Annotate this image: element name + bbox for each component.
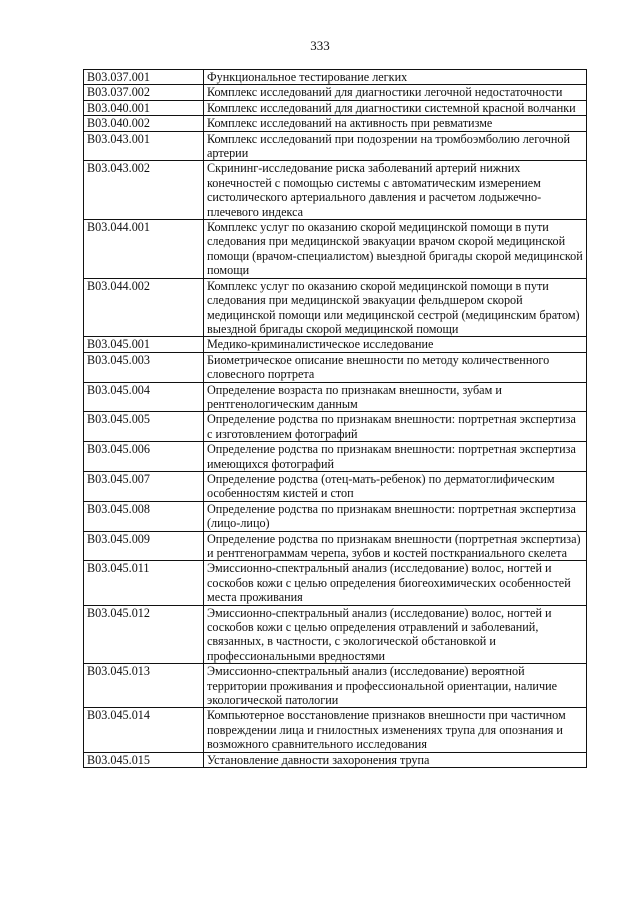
- service-description: Комплекс исследований для диагностики системной красной волчанки: [204, 100, 587, 115]
- service-code: B03.045.011: [84, 561, 204, 605]
- service-codes-body: [84, 70, 587, 768]
- service-code: B03.045.013: [84, 664, 204, 708]
- service-code: B03.045.007: [84, 471, 204, 501]
- service-code: B03.037.002: [84, 85, 204, 100]
- table-row: [84, 752, 587, 767]
- service-description: Определение родства по признакам внешности: портретная экспертиза с изготовлением фотографий: [204, 412, 587, 442]
- table-row: [84, 278, 587, 337]
- table-row: [84, 131, 587, 161]
- service-description: Комплекс исследований при подозрении на тромбоэмболию легочной артерии: [204, 131, 587, 161]
- service-code: B03.044.002: [84, 278, 204, 337]
- service-code: B03.040.002: [84, 116, 204, 131]
- service-code: B03.045.001: [84, 337, 204, 352]
- table-row: [84, 352, 587, 382]
- table-row: [84, 442, 587, 472]
- service-description: Определение родства по признакам внешности (портретная экспертиза) и рентгенограммам черепа, зубов и костей посткраниального скелета: [204, 531, 587, 561]
- service-code: B03.040.001: [84, 100, 204, 115]
- service-code: B03.045.006: [84, 442, 204, 472]
- table-row: [84, 70, 587, 85]
- service-description: Комплекс исследований для диагностики легочной недостаточности: [204, 85, 587, 100]
- service-code: B03.043.001: [84, 131, 204, 161]
- service-codes-table: [83, 69, 587, 768]
- service-code: B03.045.008: [84, 501, 204, 531]
- service-description: Биометрическое описание внешности по методу количественного словесного портрета: [204, 352, 587, 382]
- table-row: [84, 337, 587, 352]
- table-row: [84, 531, 587, 561]
- table-row: [84, 708, 587, 752]
- page-number: 333: [310, 38, 330, 53]
- service-code: B03.045.012: [84, 605, 204, 664]
- table-row: [84, 664, 587, 708]
- service-description: Эмиссионно-спектральный анализ (исследование) вероятной территории проживания и профессиональной ориентации, наличие экологической патологии: [204, 664, 587, 708]
- table-row: [84, 85, 587, 100]
- table-row: [84, 412, 587, 442]
- service-description: Определение возраста по признакам внешности, зубам и рентгенологическим данным: [204, 382, 587, 412]
- table-row: [84, 471, 587, 501]
- service-code: B03.045.003: [84, 352, 204, 382]
- table-row: [84, 220, 587, 279]
- service-code: B03.045.015: [84, 752, 204, 767]
- service-description: Медико-криминалистическое исследование: [204, 337, 587, 352]
- service-description: Эмиссионно-спектральный анализ (исследование) волос, ногтей и соскобов кожи с целью определения биогеохимических особенностей места проживания: [204, 561, 587, 605]
- service-description: Комплекс исследований на активность при ревматизме: [204, 116, 587, 131]
- table-row: [84, 501, 587, 531]
- service-description: Установление давности захоронения трупа: [204, 752, 587, 767]
- service-description: Компьютерное восстановление признаков внешности при частичном повреждении лица и гнилостных изменениях трупа для опознания и возможного сравнительного исследования: [204, 708, 587, 752]
- service-code: B03.037.001: [84, 70, 204, 85]
- service-description: Скрининг-исследование риска заболеваний артерий нижних конечностей с помощью системы с автоматическим измерением систолического артериального давления и расчетом лодыжечно-плечевого индекса: [204, 161, 587, 220]
- service-description: Определение родства (отец-мать-ребенок) по дерматоглифическим особенностям кистей и стоп: [204, 471, 587, 501]
- service-description: Функциональное тестирование легких: [204, 70, 587, 85]
- service-code: B03.044.001: [84, 220, 204, 279]
- table-row: [84, 605, 587, 664]
- table-row: [84, 561, 587, 605]
- service-description: Эмиссионно-спектральный анализ (исследование) волос, ногтей и соскобов кожи с целью определения отравлений и заболеваний, связанных, в частности, с экологической обстановкой и профессиональными вредностями: [204, 605, 587, 664]
- table-row: [84, 100, 587, 115]
- service-code: B03.045.005: [84, 412, 204, 442]
- table-row: [84, 382, 587, 412]
- table-row: [84, 161, 587, 220]
- service-code: B03.045.004: [84, 382, 204, 412]
- service-description: Комплекс услуг по оказанию скорой медицинской помощи в пути следования при медицинской эвакуации фельдшером скорой медицинской помощи или медицинской сестрой (медицинским братом) выездной бригады скорой медицинской помощи: [204, 278, 587, 337]
- service-code: B03.045.014: [84, 708, 204, 752]
- service-code: B03.045.009: [84, 531, 204, 561]
- service-description: Определение родства по признакам внешности: портретная экспертиза (лицо-лицо): [204, 501, 587, 531]
- service-code: B03.043.002: [84, 161, 204, 220]
- table-row: [84, 116, 587, 131]
- service-description: Комплекс услуг по оказанию скорой медицинской помощи в пути следования при медицинской эвакуации врачом скорой медицинской помощи (врачом-специалистом) выездной бригады скорой медицинской помощи: [204, 220, 587, 279]
- service-description: Определение родства по признакам внешности: портретная экспертиза имеющихся фотографий: [204, 442, 587, 472]
